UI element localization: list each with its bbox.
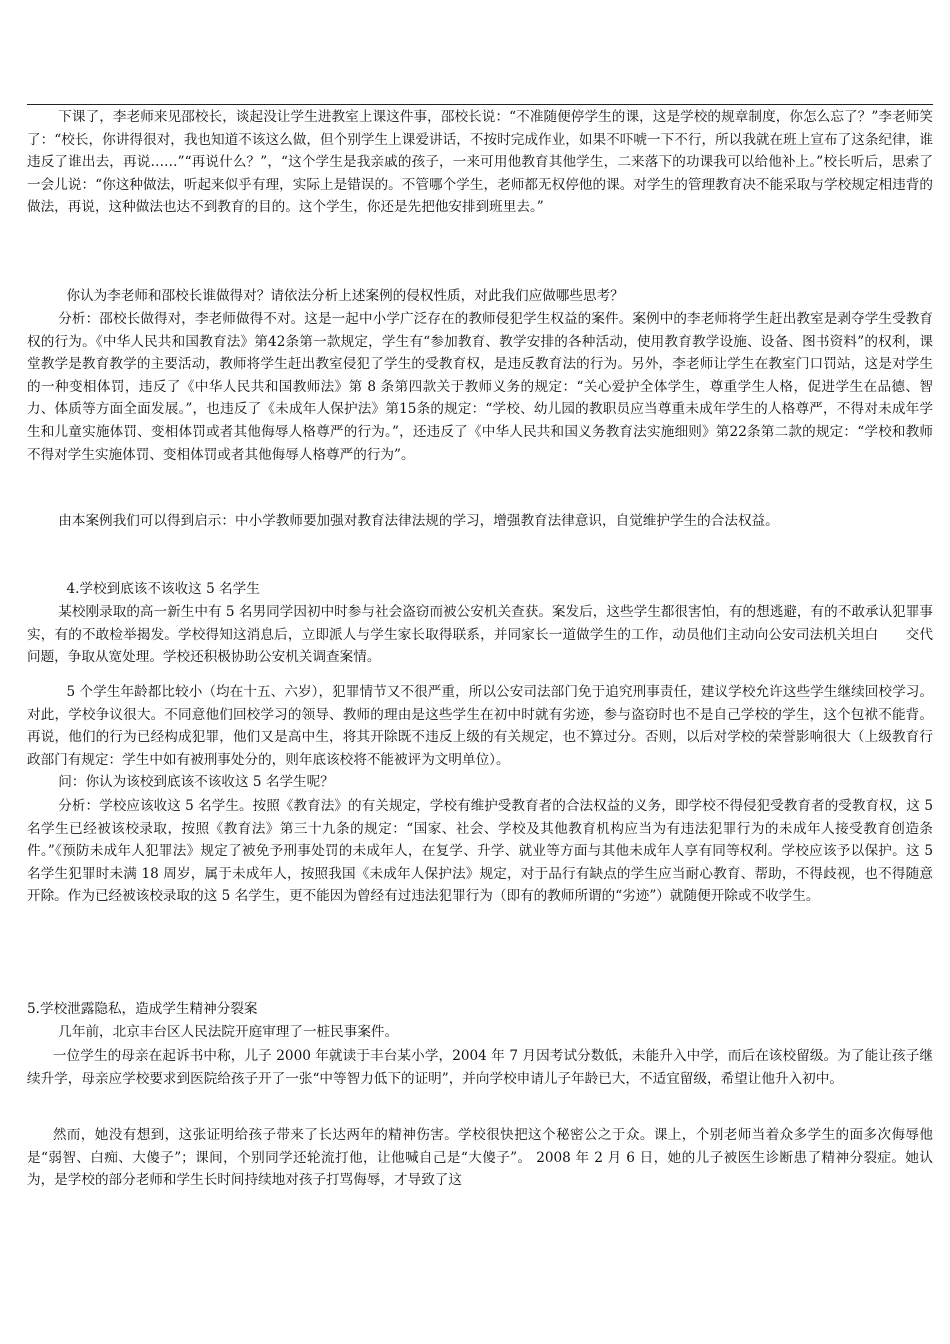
case5-paragraph-1: 几年前，北京丰台区人民法院开庭审理了一桩民事案件。: [58, 1024, 399, 1040]
case3-analysis: 分析：邵校长做得对，李老师做得不对。这是一起中小学广泛存在的教师侵犯学生权益的案件。案例中的李老师将学生赶出教室是剥夺学生受教育权的行为。《中华人民共和国教育法》第42条第一款规定，学生有“参加教育、教学安排的各种活动，使用教育教学设施、设备、图书资料”的权利，课堂教学是教育教学的主要活动，教师将学生赶出教室侵犯了学生的受教育权，是违反教育法的行为。另外，李老师让学生在教室门口罚站，这是对学生的一种变相体罚，违反了《中华人民共和国教师法》第 8 条第四款关于教师义务的规定：“关心爱护全体学生，尊重学生人格，促进学生在品德、智力、体质等方面全面发展。”，也违反了《未成年人保护法》第15条的规定：“学校、幼儿园的教职员应当尊重未成年学生的人格尊严，不得对未成年学生和儿童实施体罚、变相体罚或者其他侮辱人格尊严的行为。”，还违反了《中华人民共和国义务教育法实施细则》第22条第二款的规定：“学校和教师不得对学生实施体罚、变相体罚或者其他侮辱人格尊严的行为”。: [27, 311, 933, 463]
case4-title: 4.学校到底该不该收这 5 名学生: [66, 581, 260, 597]
case3-conclusion: 由本案例我们可以得到启示：中小学教师要加强对教育法律法规的学习，增强教育法律意识，自觉维护学生的合法权益。: [58, 513, 779, 529]
case4-paragraph-1: 某校刚录取的高一新生中有 5 名男同学因初中时参与社会盗窃而被公安机关查获。案发后，这些学生都很害怕，有的想逃避，有的不敢承认犯罪事实，有的不敢检举揭发。学校得知这消息后，立即派人与学生家长取得联系，并同家长一道做学生的工作，动员他们主动向公安司法机关坦白 交代问题，争取从宽处理。学校还积极协助公安机关调查案情。: [27, 604, 933, 666]
case3-question: 你认为李老师和邵校长谁做得对？请依法分析上述案例的侵权性质，对此我们应做哪些思考？: [66, 288, 624, 304]
case4-question: 问：你认为该校到底该不该收这 5 名学生呢？: [58, 774, 334, 790]
case5-title: 5.学校泄露隐私，造成学生精神分裂案: [27, 1001, 258, 1017]
case5-paragraph-2: 一位学生的母亲在起诉书中称，儿子 2000 年就读于丰台某小学，2004 年 7 月因考试分数低，未能升入中学，而后在该校留级。为了能让孩子继续升学，母亲应学校要求到医院给孩子开了一张“中等智力低下的证明”，并向学校申请儿子年龄已大，不适宜留级，希望让他升入初中。: [27, 1048, 933, 1087]
header-rule: [27, 104, 933, 105]
case-intro-paragraph: 下课了，李老师来见邵校长，谈起没让学生进教室上课这件事，邵校长说：“不准随便停学生的课，这是学校的规章制度，你怎么忘了？”李老师笑了：“校长，你讲得很对，我也知道不该这么做，但个别学生上课爱讲话，不按时完成作业，如果不吓唬一下不行，所以我就在班上宣布了这条纪律，谁违反了谁出去，再说……”“再说什么？”，“这个学生是我亲戚的孩子，一来可用他教育其他学生，二来落下的功课我可以给他补上。”校长听后，思索了一会儿说：“你这种做法，听起来似乎有理，实际上是错误的。不管哪个学生，老师都无权停他的课。对学生的管理教育决不能采取与学校规定相违背的做法，再说，这种做法也达不到教育的目的。这个学生，你还是先把他安排到班里去。”: [27, 109, 933, 216]
case5-paragraph-3: 然而，她没有想到，这张证明给孩子带来了长达两年的精神伤害。学校很快把这个秘密公之于众。课上，个别老师当着众多学生的面多次侮辱他是“弱智、白痴、大傻子”；课间，个别同学还轮流打他，让他喊自己是“大傻子”。 2008 年 2 月 6 日，她的儿子被医生诊断患了精神分裂症。她认为，是学校的部分老师和学生长时间持续地对孩子打骂侮辱，才导致了这: [27, 1127, 933, 1189]
case4-analysis: 分析：学校应该收这 5 名学生。按照《教育法》的有关规定，学校有维护受教育者的合法权益的义务，即学校不得侵犯受教育者的受教育权，这 5 名学生已经被该校录取，按照《教育法》第三十九条的规定：“国家、社会、学校及其他教育机构应当为有违法犯罪行为的未成年人接受教育创造条件。”《预防未成年人犯罪法》规定了被免予刑事处罚的未成年人，在复学、升学、就业等方面与其他未成年人享有同等权利。学校应该予以保护。这 5 名学生犯罪时未满 18 周岁，属于未成年人，按照我国《未成年人保护法》规定，对于品行有缺点的学生应当耐心教育、帮助，不得歧视，也不得随意开除。作为已经被该校录取的这 5 名学生，更不能因为曾经有过违法犯罪行为（即有的教师所谓的“劣迹”）就随便开除或不收学生。: [27, 798, 933, 905]
case4-paragraph-2: 5 个学生年龄都比较小（均在十五、六岁），犯罪情节又不很严重，所以公安司法部门免于追究刑事责任，建议学校允许这些学生继续回校学习。对此，学校争议很大。不同意他们回校学习的领导、教师的理由是这些学生在初中时就有劣迹，参与盗窃时也不是自己学校的学生，这个包袱不能背。再说，他们的行为已经构成犯罪，他们又是高中生，将其开除既不违反上级的有关规定，也不算过分。否则，以后对学校的荣誉影响很大（上级教育行政部门有规定：学生中如有被刑事处分的，则年底该校将不能被评为文明单位）。: [27, 684, 933, 768]
